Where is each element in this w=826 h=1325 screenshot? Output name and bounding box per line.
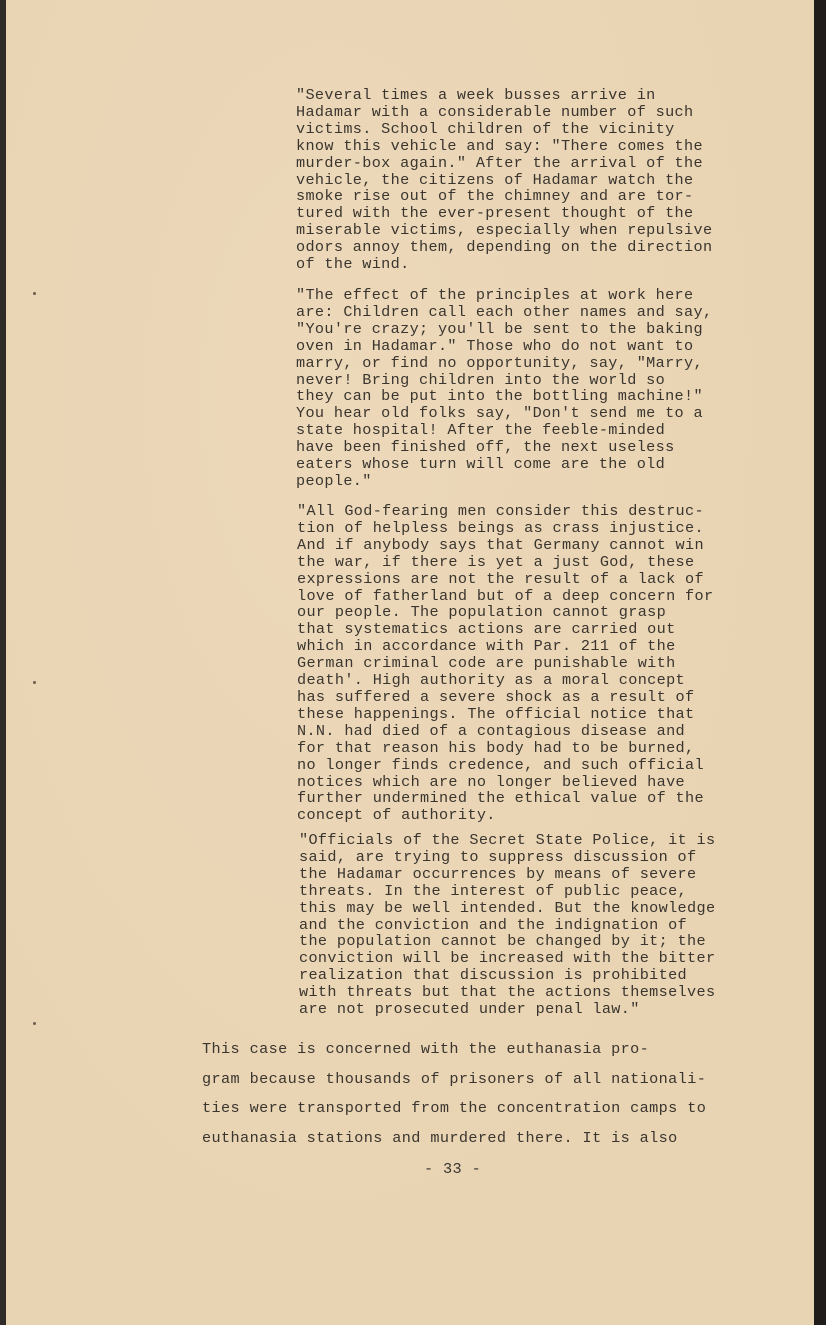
page-edge [814, 0, 826, 1325]
quoted-paragraph: "Several times a week busses arrive in Hadamar with a considerable number of such victims. School children of the vicinity know this vehicle and say: "There comes the murder-box again." After the arrival of the vehicle, the citizens of Hadamar watch the smoke rise out of the chimney and are tor- tured with the ever-present thought of the miserable victims, especially when repulsive odors annoy them, depending on the direction of the wind. [296, 86, 713, 274]
quoted-paragraph: "Officials of the Secret State Police, it is said, are trying to suppress discussion of the Hadamar occurrences by means of severe threats. In the interest of public peace, this may be well intended. But the knowledge and the conviction and the indignation of the population cannot be changed by it; the conviction will be increased with the bitter realization that discussion is prohibited with threats but that the actions themselves are not prosecuted under penal law." [299, 831, 716, 1019]
page-number: - 33 - [424, 1160, 482, 1178]
margin-speck [33, 681, 36, 684]
margin-speck [33, 1022, 36, 1025]
quoted-paragraph: "The effect of the principles at work here are: Children call each other names and say, "You're crazy; you'll be sent to the baking oven in Hadamar." Those who do not want to marry, or find no opportunity, say, "Marry, never! Bring children into the world so they can be put into the bottling machine!" You hear old folks say, "Don't send me to a state hospital! After the feeble-minded have been finished off, the next useless eaters whose turn will come are the old people." [296, 286, 713, 490]
body-paragraph: This case is concerned with the euthanasia pro- gram because thousands of prisoners of all nationali- ties were transported from the concentration camps to euthanasia stations and murdered there. It is also [202, 1040, 707, 1147]
margin-speck [33, 292, 36, 295]
quoted-paragraph: "All God-fearing men consider this destruc- tion of helpless beings as crass injustice. And if anybody says that Germany cannot win the war, if there is yet a just God, these expressions are not the result of a lack of love of fatherland but of a deep concern for our people. The population cannot grasp that systematics actions are carried out which in accordance with Par. 211 of the German criminal code are punishable with death'. High authority as a moral concept has suffered a severe shock as a result of these happenings. The official notice that N.N. had died of a contagious disease and for that reason his body had to be burned, no longer finds credence, and such official notices which are no longer believed have further undermined the ethical value of the concept of authority. [297, 502, 714, 825]
